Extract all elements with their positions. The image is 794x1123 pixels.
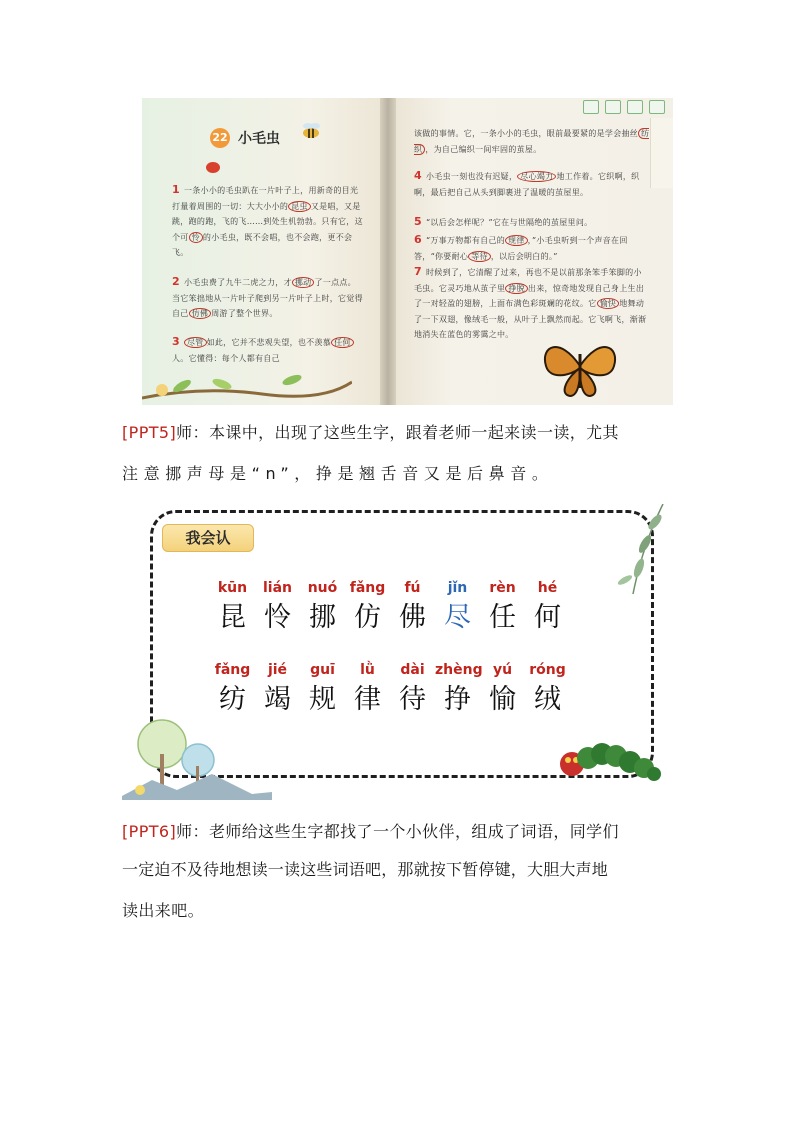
hanzi-label: 待 [399, 684, 426, 715]
pinyin-label: kūn [217, 580, 248, 596]
char-cell [435, 662, 483, 718]
ppt5-tag: [PPT5] [122, 423, 177, 442]
paragraph-right-0: 该做的事情。它，一条小小的毛虫，眼前最要紧的是学会抽丝 纺织 ，为自己编织一间牢固的茧屋。 [414, 129, 650, 154]
hanzi-label: 绒 [534, 684, 561, 715]
bee-icon [298, 122, 324, 140]
pinyin-label: jié [267, 662, 288, 678]
fullscreen-icon[interactable] [605, 100, 621, 114]
pinyin-label: hé [537, 580, 558, 596]
char-cell [525, 580, 570, 636]
char-cell [300, 580, 345, 636]
pinyin-label: yú [492, 662, 513, 678]
paragraph-7: 7 时候到了，它清醒了过来，再也不是以前那条笨手笨脚的小毛虫。它灵巧地从茧子里 挣脱 出来，惊奇地发现自己身上生出了一对轻盈的翅膀，上面布满色彩斑斓的花纹。它 愉快 地舞动了一下双翅，像绒毛一般，从叶子上飘然而起。它飞啊飞，渐渐地消失在蓝色的雾霭之中。 [414, 265, 647, 339]
hanzi-label: 昆 [219, 602, 246, 633]
pinyin-label: fǎng [214, 662, 251, 678]
pinyin-label: jǐn [447, 580, 468, 596]
hanzi-label: 任 [489, 602, 516, 633]
ppt5-paragraph-line-2: 注意挪声母是“n”，挣是翘舌音又是后鼻音。 [122, 464, 554, 483]
hanzi-label: 愉 [489, 684, 516, 715]
hanzi-label: 挪 [309, 602, 336, 633]
pinyin-label: zhèng [435, 662, 483, 678]
viewer-sidebar [650, 118, 673, 188]
viewer-toolbar [583, 100, 665, 114]
hanzi-label: 纺 [219, 684, 246, 715]
pinyin-label: rèn [489, 580, 516, 596]
paragraph-1: 1 一条小小的毛虫趴在一片叶子上，用新奇的目光打量着周围的一切：大大小小的 昆虫 又是唱，又是跳，跑的跑，飞的飞……到处生机勃勃。只有它，这个可 怜 的小毛虫，既不会唱，也不会跑，更不会飞。 [172, 183, 363, 257]
save-icon[interactable] [627, 100, 643, 114]
char-cell [525, 662, 570, 718]
char-cell [300, 662, 345, 718]
paragraph-3: 3 尽管 如此，它并不悲观失望，也不羡慕 任何人。它懂得：每个人都有自己 [172, 334, 364, 366]
hanzi-label: 挣 [444, 684, 471, 715]
paragraph-4: 4 小毛虫一刻也没有迟疑， 尽心竭力 地工作着。它织啊，织啊，最后把自己从头到脚裹进了温暖的茧屋里。 [414, 169, 640, 197]
char-cell [390, 662, 435, 718]
branch-illustration [142, 368, 352, 405]
pinyin-label: lǜ [360, 662, 375, 678]
hanzi-label: 尽 [444, 602, 471, 633]
ppt6-tag: [PPT6] [122, 822, 177, 841]
butterfly-illustration [540, 336, 620, 398]
pinyin-label: nuó [307, 580, 338, 596]
ppt-slide-card [122, 494, 673, 800]
textbook-image [142, 98, 673, 405]
hanzi-label: 规 [309, 684, 336, 715]
hanzi-label: 佛 [399, 602, 426, 633]
char-cell [255, 580, 300, 636]
trees-illustration [122, 704, 272, 800]
hanzi-label: 律 [354, 684, 381, 715]
char-cell [345, 580, 390, 636]
char-cell-highlighted [435, 580, 480, 636]
hanzi-label: 仿 [354, 602, 381, 633]
char-cell [480, 662, 525, 718]
pinyin-label: lián [262, 580, 292, 596]
char-cell [390, 580, 435, 636]
share-icon[interactable] [649, 100, 665, 114]
hanzi-label: 竭 [264, 684, 291, 715]
card-header: 我会认 [162, 524, 254, 552]
paragraph-2: 2 小毛虫费了九牛二虎之力，才 挪动 了一点点。当它笨拙地从一片叶子爬到另一片叶子上时，它觉得自己 仿佛 周游了整个世界。 [172, 275, 363, 318]
char-cell [480, 580, 525, 636]
char-cell [345, 662, 390, 718]
paragraph-6: 6 “万事万物都有自己的 规律 ，”小毛虫听到一个声音在回答，“你要耐心 等待 ，以后会明白的。” [414, 233, 628, 261]
pinyin-label: fú [404, 580, 421, 596]
ppt6-paragraph-line-3: 读出来吧。 [122, 901, 205, 920]
lesson-title: 小毛虫 [238, 131, 280, 147]
character-row-1 [210, 580, 570, 636]
ppt6-paragraph-line-2: 一定迫不及待地想读一读这些词语吧，那就按下暂停键，大胆大声地 [122, 860, 609, 879]
caterpillar-illustration [552, 736, 662, 786]
page-icon[interactable] [583, 100, 599, 114]
pinyin-label: guī [310, 662, 335, 678]
ppt6-paragraph-line-1: [PPT6]师：老师给这些生字都找了一个小伙伴，组成了词语，同学们 [122, 822, 619, 841]
lesson-number: 22 [210, 128, 230, 148]
hanzi-label: 怜 [264, 602, 291, 633]
hanzi-label: 何 [534, 602, 561, 633]
book-gutter [380, 98, 396, 405]
paragraph-5: 5 “以后会怎样呢？”它在与世隔绝的茧屋里问。 [414, 215, 593, 228]
pinyin-label: róng [529, 662, 566, 678]
ladybug-icon [206, 162, 220, 173]
char-cell [210, 580, 255, 636]
leaves-illustration [613, 504, 667, 594]
pinyin-label: dài [400, 662, 425, 678]
ppt5-paragraph-line-1: [PPT5]师：本课中，出现了这些生字，跟着老师一起来读一读，尤其 [122, 423, 619, 442]
pinyin-label: fǎng [349, 580, 386, 596]
